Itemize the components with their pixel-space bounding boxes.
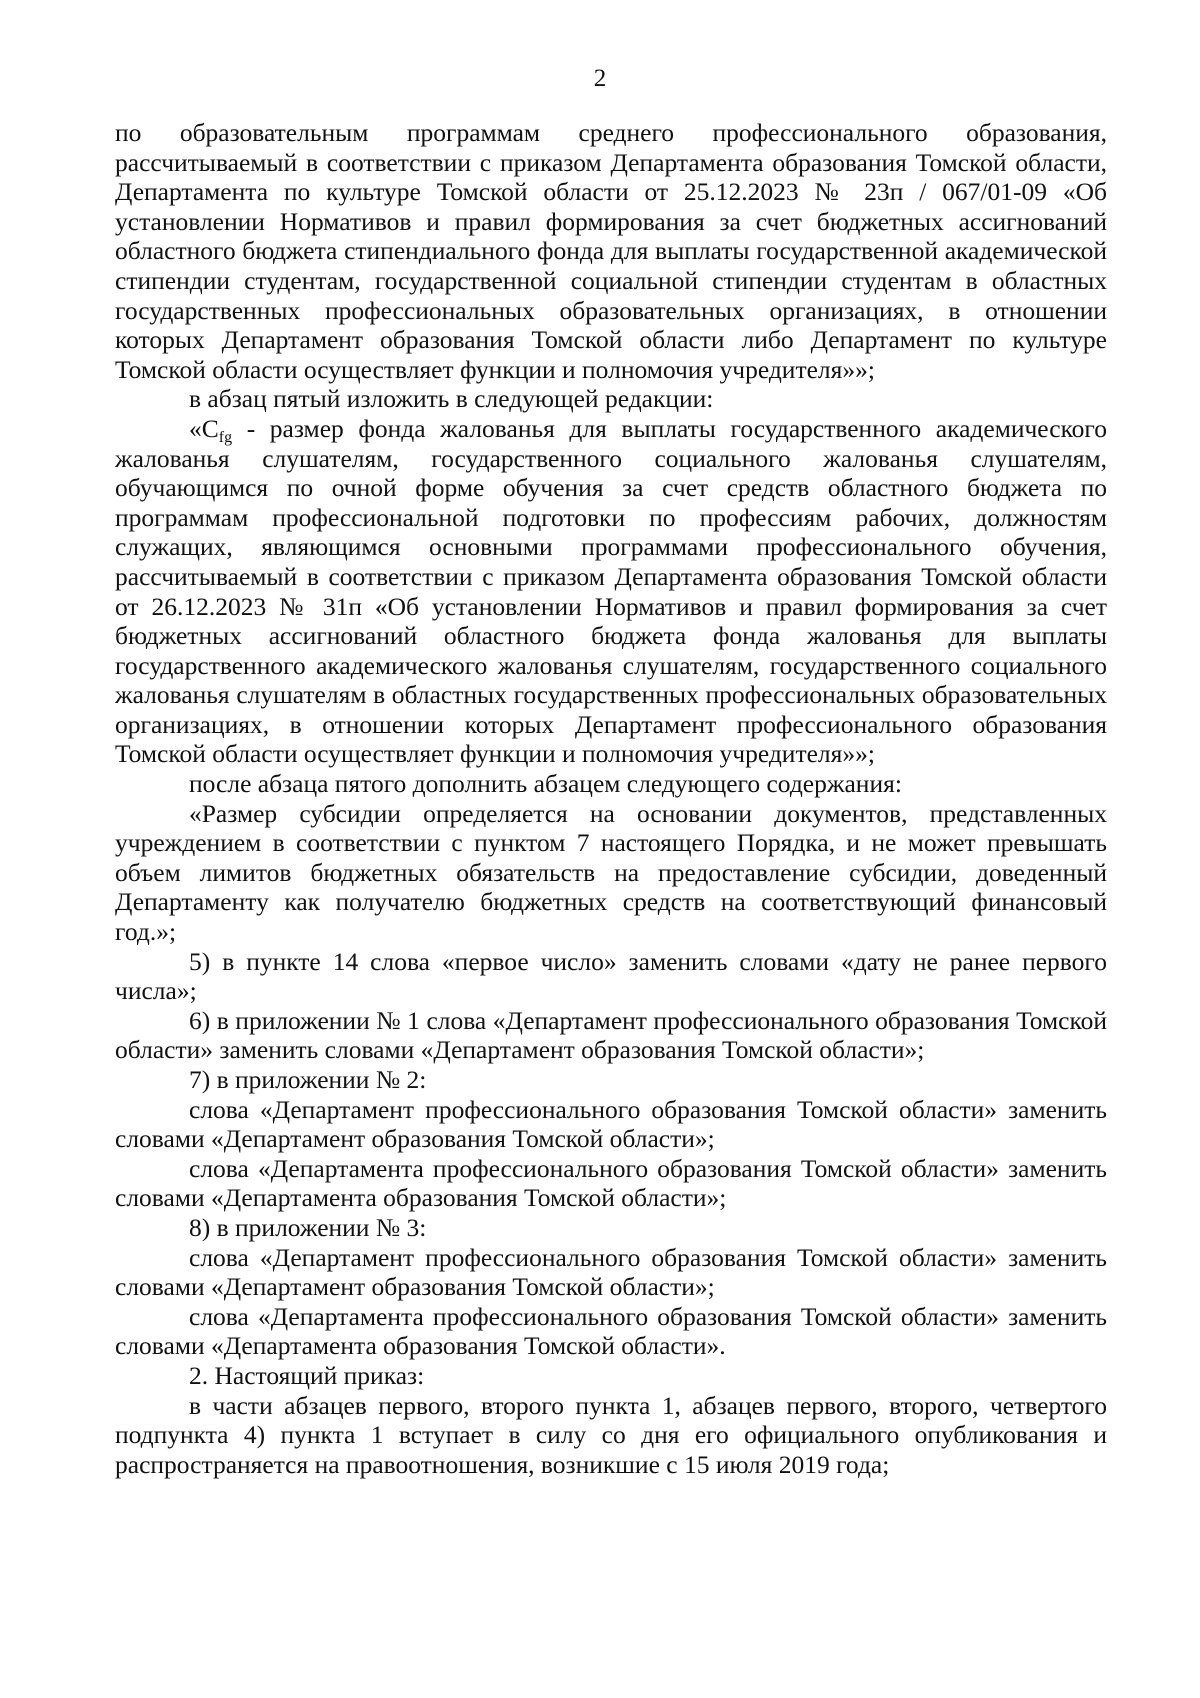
- paragraph-cfg-definition: [115, 414, 1107, 769]
- cfg-symbol: «C: [189, 413, 219, 443]
- paragraph-continuation: по образовательным программам среднего профессионального образования, рассчитываемый в соответствии с приказом Департамента образования Томской области, Департамента по культуре Томской области от 25.12.2023 № 23п / 067/01-09 «Об установлении Нормативов и правил формирования за счет бюджетных ассигнований областного бюджета стипендиального фонда для выплаты государственной академической стипендии студентам, государственной социальной стипендии студентам в областных государственных профессиональных образовательных организациях, в отношении которых Департамент образования Томской области либо Департамент по культуре Томской области осуществляет функции и полномочия учредителя»»;: [115, 118, 1107, 384]
- paragraph-instruction-after-abzac-5: после абзаца пятого дополнить абзацем следующего содержания:: [189, 769, 902, 799]
- paragraph-item-8-words-1: слова «Департамент профессионального образования Томской области» заменить словами «Департамент образования Томской области»;: [115, 1242, 1107, 1302]
- paragraph-section-2-effect: в части абзацев первого, второго пункта 1, абзацев первого, второго, четвертого подпункта 4) пункта 1 вступает в силу со дня его официального опубликования и распространяется на правоотношения, возникшие с 15 июля 2019 года;: [115, 1390, 1107, 1479]
- paragraph-section-2: 2. Настоящий приказ:: [189, 1360, 425, 1390]
- paragraph-instruction-abzac-5: в абзац пятый изложить в следующей редакции:: [189, 384, 714, 414]
- cfg-definition-text: - размер фонда жалованья для выплаты государственного академического жалованья слушателям, государственного социального жалованья слушателям, обучающимся по очной форме обучения за счет средств областного бюджета по программам профессиональной подготовки по профессиям рабочих, должностям служащих, являющимся основными программами профессионального обучения, рассчитываемый в соответствии с приказом Департамента образования Томской области от 26.12.2023 № 31п «Об установлении Нормативов и правил формирования за счет бюджетных ассигнований областного бюджета фонда жалованья для выплаты государственного академического жалованья слушателям, государственного социального жалованья слушателям в областных государственных профессиональных образовательных организациях, в отношении которых Департамент профессионального образования Томской области осуществляет функции и полномочия учредителя»»;: [115, 413, 1107, 769]
- paragraph-item-8-words-2: слова «Департамента профессионального образования Томской области» заменить словами «Департамента образования Томской области».: [115, 1301, 1107, 1361]
- paragraph-item-8: 8) в приложении № 3:: [189, 1212, 427, 1242]
- paragraph-subsidy-size: «Размер субсидии определяется на основании документов, представленных учреждением в соответствии с пунктом 7 настоящего Порядка, и не может превышать объем лимитов бюджетных обязательств на предоставление субсидии, доведенный Департаменту как получателю бюджетных средств на соответствующий финансовый год.»;: [115, 798, 1107, 947]
- cfg-subscript: fg: [218, 428, 233, 446]
- page-number: 2: [593, 65, 607, 92]
- document-body: [115, 118, 1107, 1479]
- paragraph-item-5: 5) в пункте 14 слова «первое число» заменить словами «дату не ранее первого числа»;: [115, 946, 1107, 1006]
- paragraph-item-6: 6) в приложении № 1 слова «Департамент профессионального образования Томской области» заменить словами «Департамент образования Томской области»;: [115, 1005, 1107, 1065]
- paragraph-item-7: 7) в приложении № 2:: [189, 1065, 427, 1094]
- paragraph-item-7-words-2: слова «Департамента профессионального образования Томской области» заменить словами «Департамента образования Томской области»;: [115, 1153, 1107, 1213]
- paragraph-item-7-words-1: слова «Департамент профессионального образования Томской области» заменить словами «Департамент образования Томской области»;: [115, 1094, 1107, 1154]
